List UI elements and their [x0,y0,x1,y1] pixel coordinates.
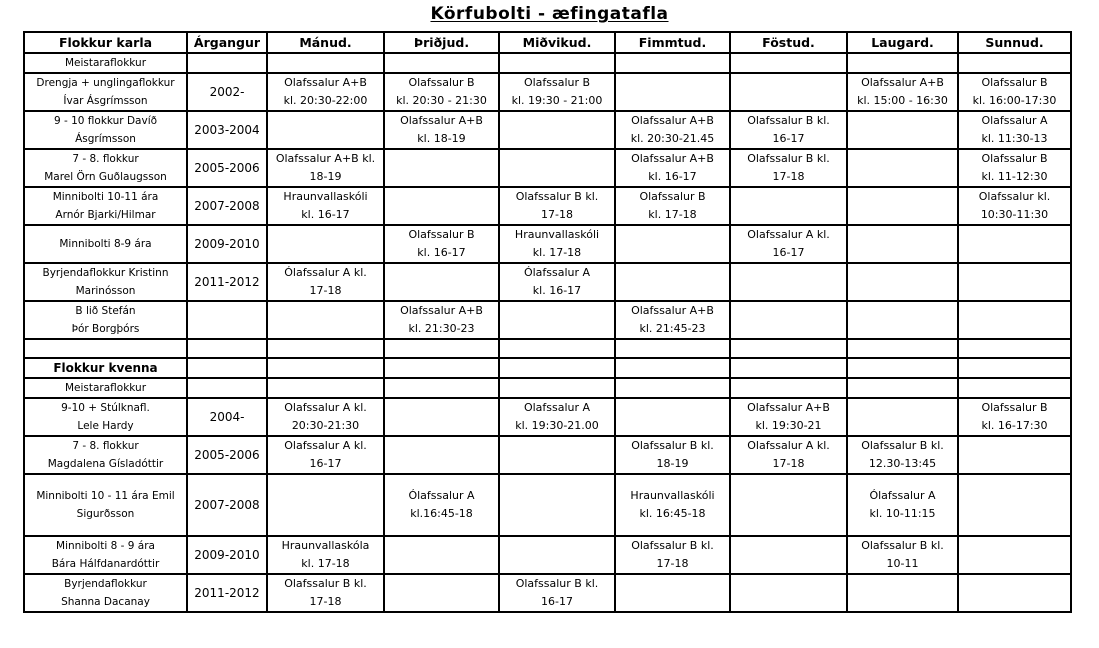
schedule-cell: Olafssalur A kl. 20:30-21:30 [267,398,384,436]
schedule-cell [615,53,730,73]
schedule-cell: Hraunvallaskóli kl. 16-17 [267,187,384,225]
schedule-cell: Olafssalur A+B kl. 18-19 [384,111,499,149]
schedule-cell [730,474,847,536]
schedule-cell [267,339,384,358]
schedule-cell [730,73,847,111]
schedule-cell: Ólafssalur A kl.16:45-18 [384,474,499,536]
schedule-cell: Olafssalur B kl. 17-18 [267,574,384,612]
table-row [24,301,1071,339]
schedule-cell [384,187,499,225]
schedule-cell [847,187,958,225]
schedule-cell [384,436,499,474]
schedule-cell [958,53,1071,73]
table-row [24,339,1071,358]
schedule-table [23,31,1072,613]
schedule-cell [730,53,847,73]
schedule-cell: Olafssalur A+B kl. 15:00 - 16:30 [847,73,958,111]
schedule-cell [267,225,384,263]
schedule-cell [847,378,958,398]
team-cell: 7 - 8. flokkur Magdalena Gísladóttir [24,436,187,474]
year-cell: 2005-2006 [187,436,267,474]
schedule-cell [615,378,730,398]
schedule-cell [499,358,615,378]
schedule-cell [615,574,730,612]
year-cell: 2011-2012 [187,263,267,301]
schedule-cell [730,187,847,225]
team-cell: Minnibolti 8 - 9 ára Bára Hálfdanardóttir [24,536,187,574]
team-cell: Meistaraflokkur [24,378,187,398]
table-row [24,73,1071,111]
team-cell: Byrjendaflokkur Shanna Dacanay [24,574,187,612]
schedule-cell [267,358,384,378]
schedule-cell [384,358,499,378]
schedule-body [24,53,1071,612]
schedule-cell: Olafssalur B kl. 10-11 [847,536,958,574]
year-cell [187,339,267,358]
schedule-cell: Olafssalur A kl. 16-17 [267,436,384,474]
schedule-cell [384,263,499,301]
year-cell [187,378,267,398]
year-cell [187,53,267,73]
schedule-cell [267,474,384,536]
column-header: Laugard. [847,32,958,53]
schedule-cell [958,358,1071,378]
schedule-cell [847,225,958,263]
team-cell: Meistaraflokkur [24,53,187,73]
schedule-cell [958,225,1071,263]
schedule-cell [847,398,958,436]
year-cell: 2002- [187,73,267,111]
schedule-cell: Olafssalur A+B kl. 18-19 [267,149,384,187]
schedule-cell [384,574,499,612]
schedule-cell [958,378,1071,398]
schedule-cell [958,536,1071,574]
schedule-cell: Olafssalur B kl. 18-19 [615,436,730,474]
year-cell: 2007-2008 [187,187,267,225]
schedule-cell: Ólafssalur A kl. 10-11:15 [847,474,958,536]
column-header: Miðvikud. [499,32,615,53]
schedule-cell: Ólafssalur A kl. 16-17 [499,263,615,301]
column-header: Þriðjud. [384,32,499,53]
schedule-cell [730,536,847,574]
table-row [24,111,1071,149]
page-title-text: Körfubolti - æfingatafla [430,4,669,24]
year-cell: 2009-2010 [187,536,267,574]
schedule-cell: Hraunvallaskóli kl. 17-18 [499,225,615,263]
schedule-cell [615,358,730,378]
table-row [24,436,1071,474]
table-row [24,53,1071,73]
schedule-cell: Olafssalur B kl. 16:00-17:30 [958,73,1071,111]
schedule-cell [499,378,615,398]
schedule-cell [267,301,384,339]
schedule-cell: Olafssalur A+B kl. 21:45-23 [615,301,730,339]
year-cell: 2003-2004 [187,111,267,149]
schedule-cell [847,574,958,612]
schedule-cell [615,398,730,436]
team-cell: Flokkur kvenna [24,358,187,378]
schedule-cell [730,339,847,358]
column-header: Mánud. [267,32,384,53]
table-row [24,536,1071,574]
schedule-cell: Olafssalur B kl. 19:30 - 21:00 [499,73,615,111]
schedule-cell: Ólafssalur A kl. 17-18 [267,263,384,301]
schedule-cell [384,378,499,398]
schedule-cell: Olafssalur A+B kl. 16-17 [615,149,730,187]
column-header: Sunnud. [958,32,1071,53]
schedule-cell: Olafssalur B kl. 11-12:30 [958,149,1071,187]
page-title [0,4,1099,24]
table-row [24,263,1071,301]
schedule-cell [499,474,615,536]
schedule-cell [958,339,1071,358]
team-cell: B lið Stefán Þór Borgþórs [24,301,187,339]
schedule-cell: Olafssalur kl. 10:30-11:30 [958,187,1071,225]
schedule-cell: Olafssalur B kl. 16-17:30 [958,398,1071,436]
team-cell: 9-10 + Stúlknafl. Lele Hardy [24,398,187,436]
schedule-cell [958,436,1071,474]
schedule-cell: Olafssalur B kl. 17-18 [615,536,730,574]
schedule-cell [499,436,615,474]
schedule-cell: Olafssalur B kl. 17-18 [615,187,730,225]
schedule-cell [958,574,1071,612]
schedule-cell [499,339,615,358]
schedule-cell [615,225,730,263]
schedule-cell [847,263,958,301]
schedule-cell: Olafssalur B kl. 12.30-13:45 [847,436,958,474]
schedule-cell [384,398,499,436]
table-row [24,187,1071,225]
schedule-cell [847,358,958,378]
schedule-cell [730,358,847,378]
team-cell: Drengja + unglingaflokkur Ívar Ásgrímsson [24,73,187,111]
team-cell: Minnibolti 10-11 ára Arnór Bjarki/Hilmar [24,187,187,225]
schedule-cell [499,536,615,574]
schedule-cell [499,53,615,73]
schedule-cell: Hraunvallaskóli kl. 16:45-18 [615,474,730,536]
schedule-cell: Olafssalur A kl. 19:30-21.00 [499,398,615,436]
year-cell: 2007-2008 [187,474,267,536]
schedule-cell: Olafssalur B kl. 17-18 [730,149,847,187]
team-cell: Minnibolti 8-9 ára [24,225,187,263]
schedule-cell: Hraunvallaskóla kl. 17-18 [267,536,384,574]
table-row [24,378,1071,398]
schedule-cell [730,574,847,612]
team-cell: Byrjendaflokkur Kristinn Marinósson [24,263,187,301]
table-row [24,149,1071,187]
team-cell: Minnibolti 10 - 11 ára Emil Sigurðsson [24,474,187,536]
schedule-cell [958,263,1071,301]
column-header: Föstud. [730,32,847,53]
table-row [24,398,1071,436]
schedule-cell [267,111,384,149]
team-cell [24,339,187,358]
schedule-cell: Olafssalur A+B kl. 21:30-23 [384,301,499,339]
schedule-cell: Olafssalur B kl. 16-17 [730,111,847,149]
table-row [24,358,1071,378]
schedule-cell [499,111,615,149]
schedule-cell: Olafssalur A kl. 11:30-13 [958,111,1071,149]
schedule-cell [499,301,615,339]
schedule-cell [958,474,1071,536]
schedule-cell [267,53,384,73]
schedule-cell: Olafssalur A kl. 17-18 [730,436,847,474]
column-header: Flokkur karla [24,32,187,53]
year-cell: 2011-2012 [187,574,267,612]
schedule-cell [267,378,384,398]
schedule-cell [384,339,499,358]
schedule-cell: Olafssalur B kl. 16-17 [499,574,615,612]
schedule-cell [847,149,958,187]
schedule-cell [384,149,499,187]
schedule-cell [615,339,730,358]
schedule-cell: Olafssalur B kl. 16-17 [384,225,499,263]
schedule-cell [730,301,847,339]
table-row [24,574,1071,612]
year-cell: 2005-2006 [187,149,267,187]
team-cell: 9 - 10 flokkur Davíð Ásgrímsson [24,111,187,149]
year-cell: 2004- [187,398,267,436]
table-row [24,225,1071,263]
schedule-cell: Olafssalur B kl. 17-18 [499,187,615,225]
schedule-cell: Olafssalur B kl. 20:30 - 21:30 [384,73,499,111]
schedule-cell: Olafssalur A kl. 16-17 [730,225,847,263]
schedule-cell [499,149,615,187]
team-cell: 7 - 8. flokkur Marel Örn Guðlaugsson [24,149,187,187]
column-header: Árgangur [187,32,267,53]
schedule-cell [615,73,730,111]
schedule-cell [847,339,958,358]
schedule-cell [847,301,958,339]
schedule-cell [730,378,847,398]
schedule-cell [847,53,958,73]
schedule-cell [730,263,847,301]
header-row [24,32,1071,53]
schedule-cell [384,53,499,73]
schedule-cell [847,111,958,149]
schedule-cell [384,536,499,574]
schedule-cell [958,301,1071,339]
schedule-cell [615,263,730,301]
year-cell: 2009-2010 [187,225,267,263]
schedule-cell: Olafssalur A+B kl. 20:30-21.45 [615,111,730,149]
table-row [24,474,1071,536]
year-cell [187,301,267,339]
schedule-cell: Olafssalur A+B kl. 20:30-22:00 [267,73,384,111]
year-cell [187,358,267,378]
column-header: Fimmtud. [615,32,730,53]
schedule-cell: Olafssalur A+B kl. 19:30-21 [730,398,847,436]
